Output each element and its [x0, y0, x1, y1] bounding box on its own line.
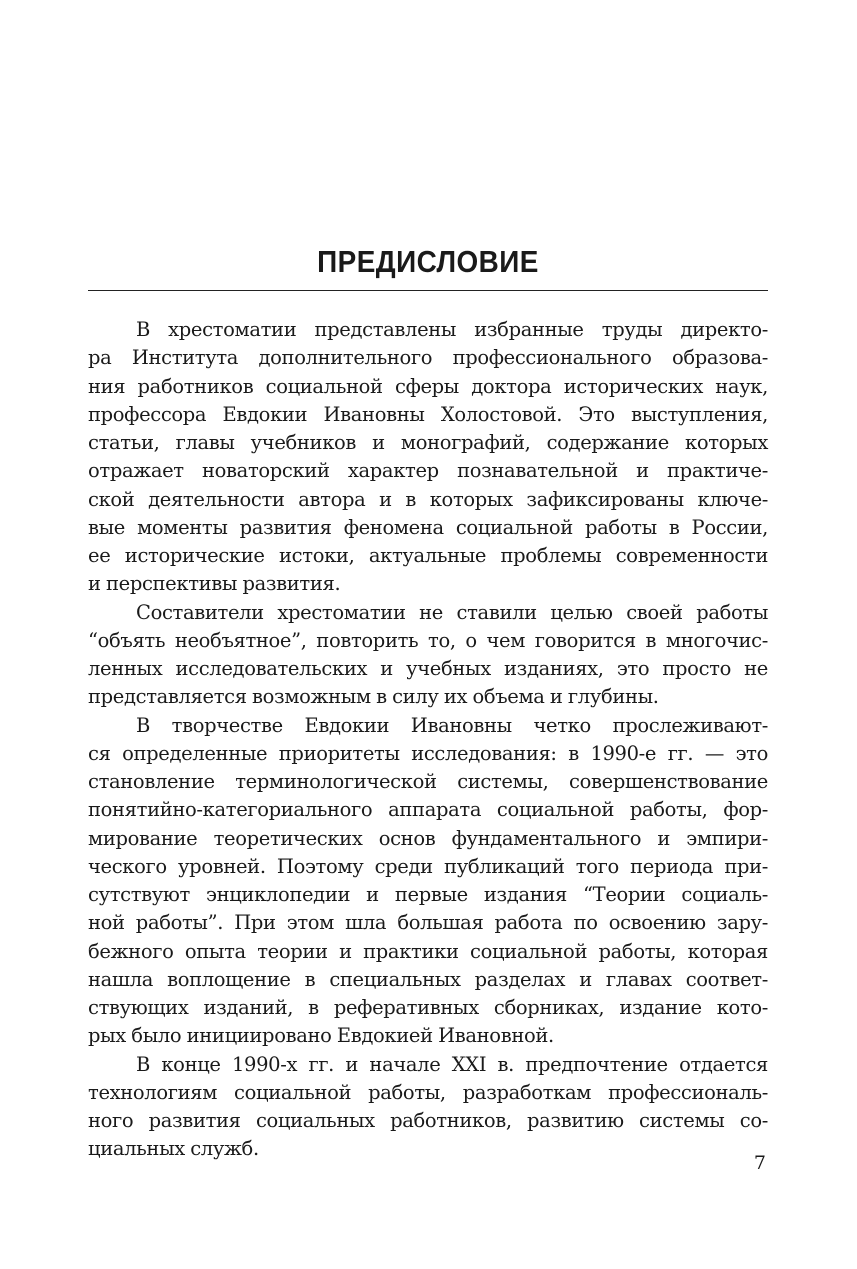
text-line: профессора Евдокии Ивановны Холостовой. Это выступления, [88, 402, 768, 426]
body-text [88, 316, 768, 1164]
text-line: ного развития социальных работников, развитию системы со- [88, 1109, 768, 1132]
paragraph [88, 599, 768, 712]
text-line: ния работников социальной сферы доктора исторических наук, [88, 374, 768, 398]
text-line: понятийно-категориального аппарата социальной работы, фор- [88, 798, 768, 822]
text-line: рых было инициировано Евдокией Ивановной. [88, 1024, 554, 1048]
paragraph [88, 316, 768, 599]
page-number: 7 [753, 1152, 766, 1174]
text-line: ствующих изданий, в реферативных сборниках, издание кото- [88, 996, 768, 1019]
text-line: сутствуют энциклопедии и первые издания “Теории социаль- [88, 883, 768, 906]
text-line: представляется возможным в силу их объема и глубины. [88, 685, 659, 709]
text-line: мирование теоретических основ фундаментального и эмпири- [88, 826, 768, 850]
text-line: В творчестве Евдокии Ивановны четко прослеживают- [136, 713, 768, 737]
text-line: статьи, главы учебников и монографий, содержание которых [88, 431, 768, 454]
text-line: В конце 1990-х гг. и начале XXI в. предпочтение отдается [136, 1052, 768, 1076]
text-line: ее исторические истоки, актуальные проблемы современности [88, 544, 768, 567]
text-line: бежного опыта теории и практики социальной работы, которая [88, 939, 768, 963]
text-line: ческого уровней. Поэтому среди публикаций того периода при- [88, 854, 768, 878]
text-line: ской деятельности автора и в которых зафиксированы ключе- [88, 487, 768, 511]
paragraph [88, 712, 768, 1051]
text-line: В хрестоматии представлены избранные труды директо- [136, 318, 768, 341]
text-line: технологиям социальной работы, разработкам профессиональ- [88, 1080, 768, 1104]
text-line: отражает новаторский характер познавательной и практиче- [88, 459, 768, 483]
text-line: вые моменты развития феномена социальной работы в России, [88, 515, 768, 539]
text-line: нашла воплощение в специальных разделах и главах соответ- [88, 967, 768, 991]
text-line: циальных служб. [88, 1137, 259, 1161]
title-divider [88, 290, 768, 291]
text-line: ра Института дополнительного профессионального образова- [88, 346, 768, 370]
text-line: становление терминологической системы, совершенствование [88, 770, 768, 793]
paragraph [88, 1051, 768, 1164]
text-line: “объять необъятное”, повторить то, о чем говорится в многочис- [88, 628, 768, 652]
text-line: и перспективы развития. [88, 572, 341, 596]
text-line: ся определенные приоритеты исследования: в 1990-е гг. — это [88, 741, 768, 765]
page-title: ПРЕДИСЛОВИЕ [317, 244, 539, 279]
text-line: Составители хрестоматии не ставили целью своей работы [136, 600, 768, 624]
text-line: ленных исследовательских и учебных изданиях, это просто не [88, 657, 768, 680]
text-line: ной работы”. При этом шла большая работа по освоению зару- [88, 911, 768, 935]
